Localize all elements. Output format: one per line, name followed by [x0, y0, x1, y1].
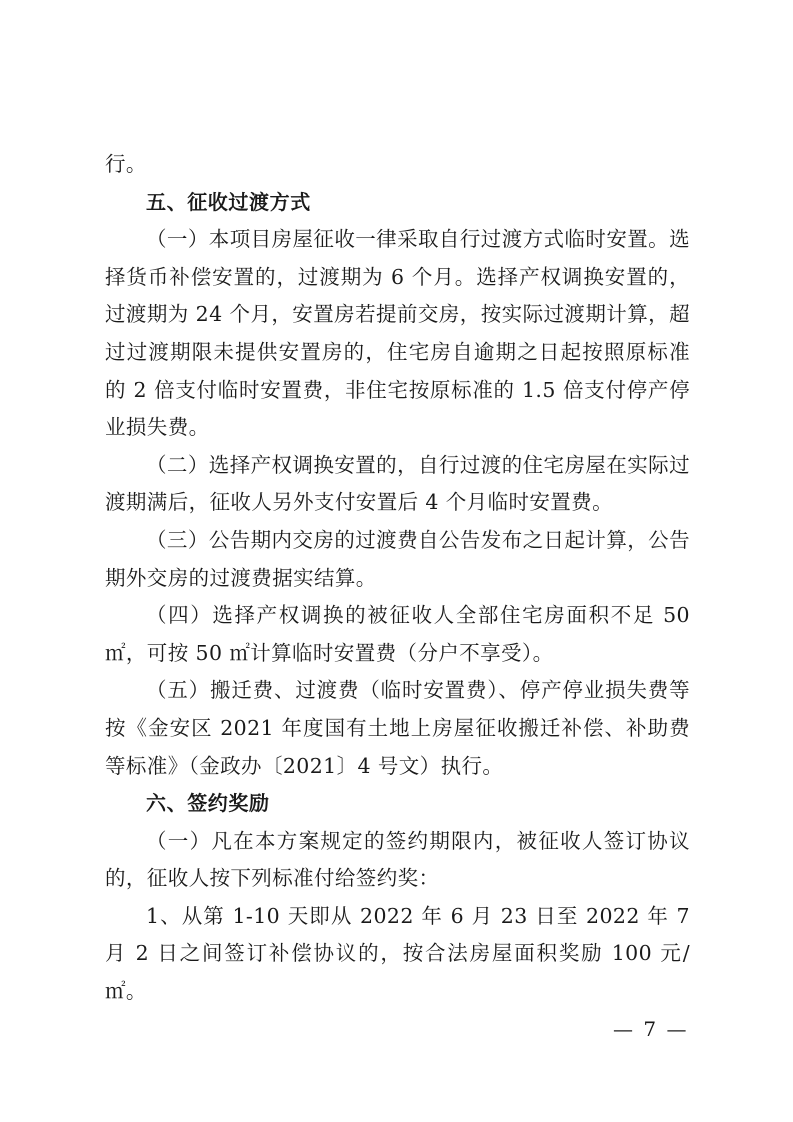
paragraph-5-1: （一）本项目房屋征收一律采取自行过渡方式临时安置。选择货币补偿安置的，过渡期为 6 个月。选择产权调换安置的，过渡期为 24 个月，安置房若提前交房，按实际过渡期计算，超过过渡期限未提供安置房的，住宅房自逾期之日起按照原标准的 2 倍支付临时安置费，非住宅按原标准的 1.5 倍支付停产停业损失费。 — [105, 227, 690, 440]
paragraph-5-5: （五）搬迁费、过渡费（临时安置费）、停产停业损失费等按《金安区 2021 年度国有土地上房屋征收搬迁补偿、补助费等标准》（金政办〔2021〕4 号文）执行。 — [105, 678, 690, 778]
document-body — [105, 146, 690, 1011]
paragraph-5-4: （四）选择产权调换的被征收人全部住宅房面积不足 50 ㎡，可按 50 ㎡计算临时安置费（分户不享受）。 — [105, 603, 690, 665]
paragraph-6-1-item-1: 1、从第 1-10 天即从 2022 年 6 月 23 日至 2022 年 7 月 2 日之间签订补偿协议的，按合法房屋面积奖励 100 元/㎡。 — [105, 903, 690, 1004]
paragraph-6-1: （一）凡在本方案规定的签约期限内，被征收人签订协议的，征收人按下列标准付给签约奖： — [105, 828, 690, 891]
paragraph-5-2: （二）选择产权调换安置的，自行过渡的住宅房屋在实际过渡期满后，征收人另外支付安置后 4 个月临时安置费。 — [105, 452, 690, 515]
page-number: — 7 — — [613, 1017, 689, 1041]
section-heading-five: 五、征收过渡方式 — [146, 189, 311, 214]
section-heading-six: 六、签约奖励 — [146, 791, 270, 816]
paragraph-continuation: 行。 — [105, 152, 147, 176]
paragraph-5-3: （三）公告期内交房的过渡费自公告发布之日起计算，公告期外交房的过渡费据实结算。 — [105, 527, 690, 590]
